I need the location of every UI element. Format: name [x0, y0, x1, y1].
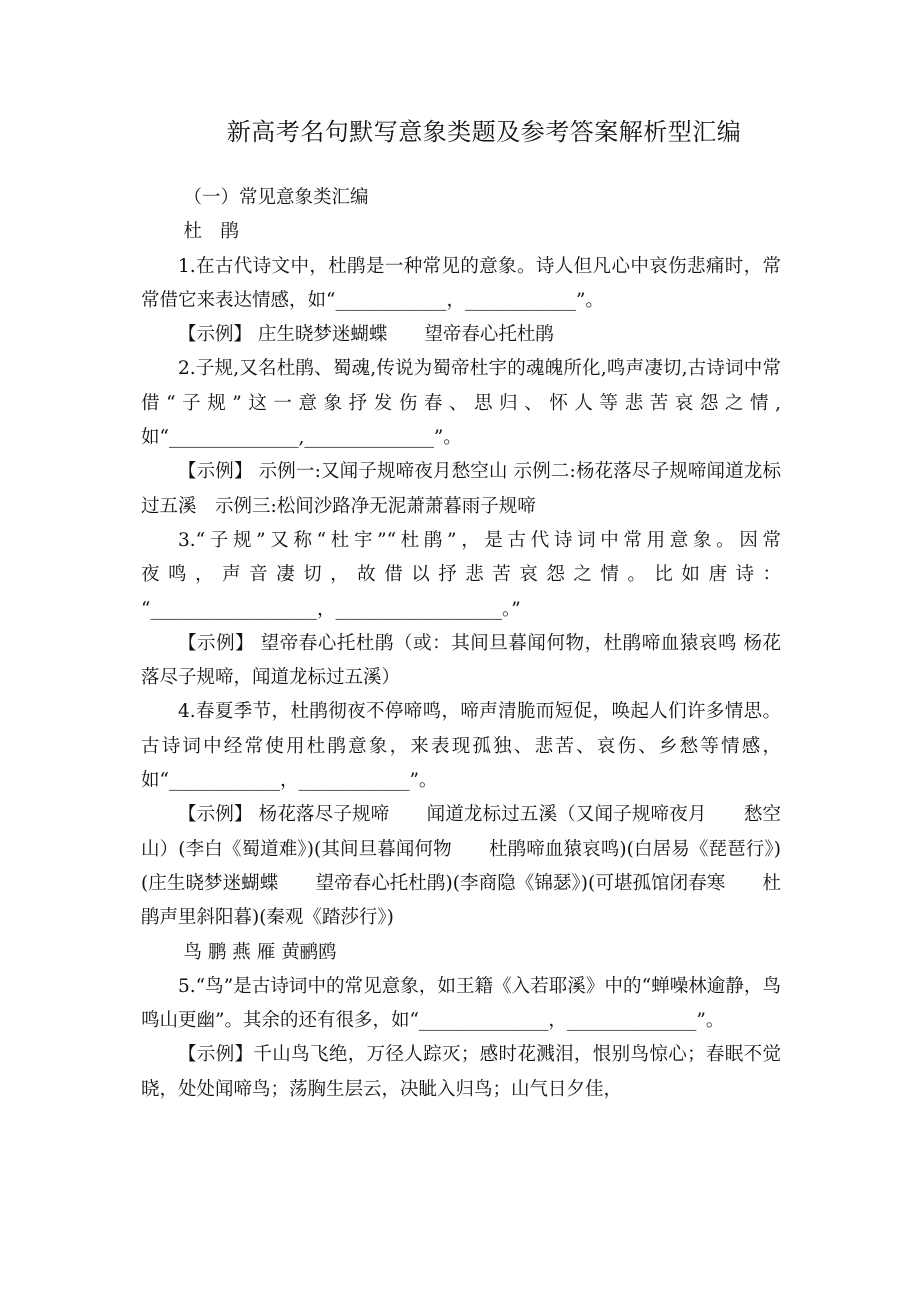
question-3-line-3: “__________________，__________________。” [141, 598, 521, 620]
topic-heading-birds: 鸟 鹏 燕 雁 黄鹂鸥 [183, 941, 337, 963]
document-body [141, 181, 781, 1107]
answer-4: 【示例】 杨花落尽子规啼 闻道龙标过五溪（又闻子规啼夜月 愁空山）(李白《蜀道难》)(其间旦暮闻何物 杜鹃啼血猿哀鸣)(白居易《琵琶行》)(庄生晓梦迷蝴蝶 望帝春心托杜鹃)(李商隐《锦瑟》)(可堪孤馆闭春寒 杜鹃声里斜阳暮)(秦观《踏莎行》) [141, 804, 781, 929]
question-3-line-2: 夜鸣，声音凄切，故借以抒悲苦哀怨之情。比如唐诗： [141, 564, 781, 586]
answer-5: 【示例】千山鸟飞绝，万径人踪灭；感时花溅泪，恨别鸟惊心；春眠不觉晓，处处闻啼鸟；荡胸生层云，决眦入归鸟；山气日夕佳， [141, 1044, 781, 1100]
section-heading: （一）常见意象类汇编 [183, 187, 369, 208]
answer-3: 【示例】 望帝春心托杜鹃（或：其间旦暮闻何物，杜鹃啼血猿哀鸣 杨花落尽子规啼，闻道龙标过五溪） [141, 632, 781, 689]
question-1: 1.在古代诗文中，杜鹃是一种常见的意象。诗人但凡心中哀伤悲痛时，常常借它来表达情感，如“____________，____________”。 [141, 255, 781, 311]
question-3-line-1: 3.“子规”又称“杜宇”“杜鹃”，是古代诗词中常用意象。因常 [178, 529, 781, 551]
page-title: 新高考名句默写意象类题及参考答案解析型汇编 [226, 118, 742, 146]
answer-2: 【示例】 示例一:又闻子规啼夜月愁空山 示例二:杨花落尽子规啼闻道龙标过五溪 示例三:松间沙路净无泥萧萧暮雨子规啼 [141, 461, 781, 517]
answer-1: 【示例】 庄生晓梦迷蝴蝶 望帝春心托杜鹃 [178, 324, 554, 346]
question-2: 2.子规,又名杜鹃、蜀魂,传说为蜀帝杜宇的魂魄所化,鸣声凄切,古诗词中常借“子规”这一意象抒发伤春、思归、怀人等悲苦哀怨之情,如“______________,______________”。 [141, 358, 781, 449]
topic-heading-dujuan: 杜 鹃 [183, 221, 240, 243]
question-4: 4.春夏季节，杜鹃彻夜不停啼鸣，啼声清脆而短促，唤起人们许多情思。古诗词中经常使用杜鹃意象，来表现孤独、悲苦、哀伤、乡愁等情感，如“____________，____________”。 [141, 701, 781, 792]
question-5: 5.“鸟”是古诗词中的常见意象，如王籍《入若耶溪》中的“蝉噪林逾静，鸟鸣山更幽”。其余的还有很多，如“______________，______________”。 [141, 975, 781, 1032]
